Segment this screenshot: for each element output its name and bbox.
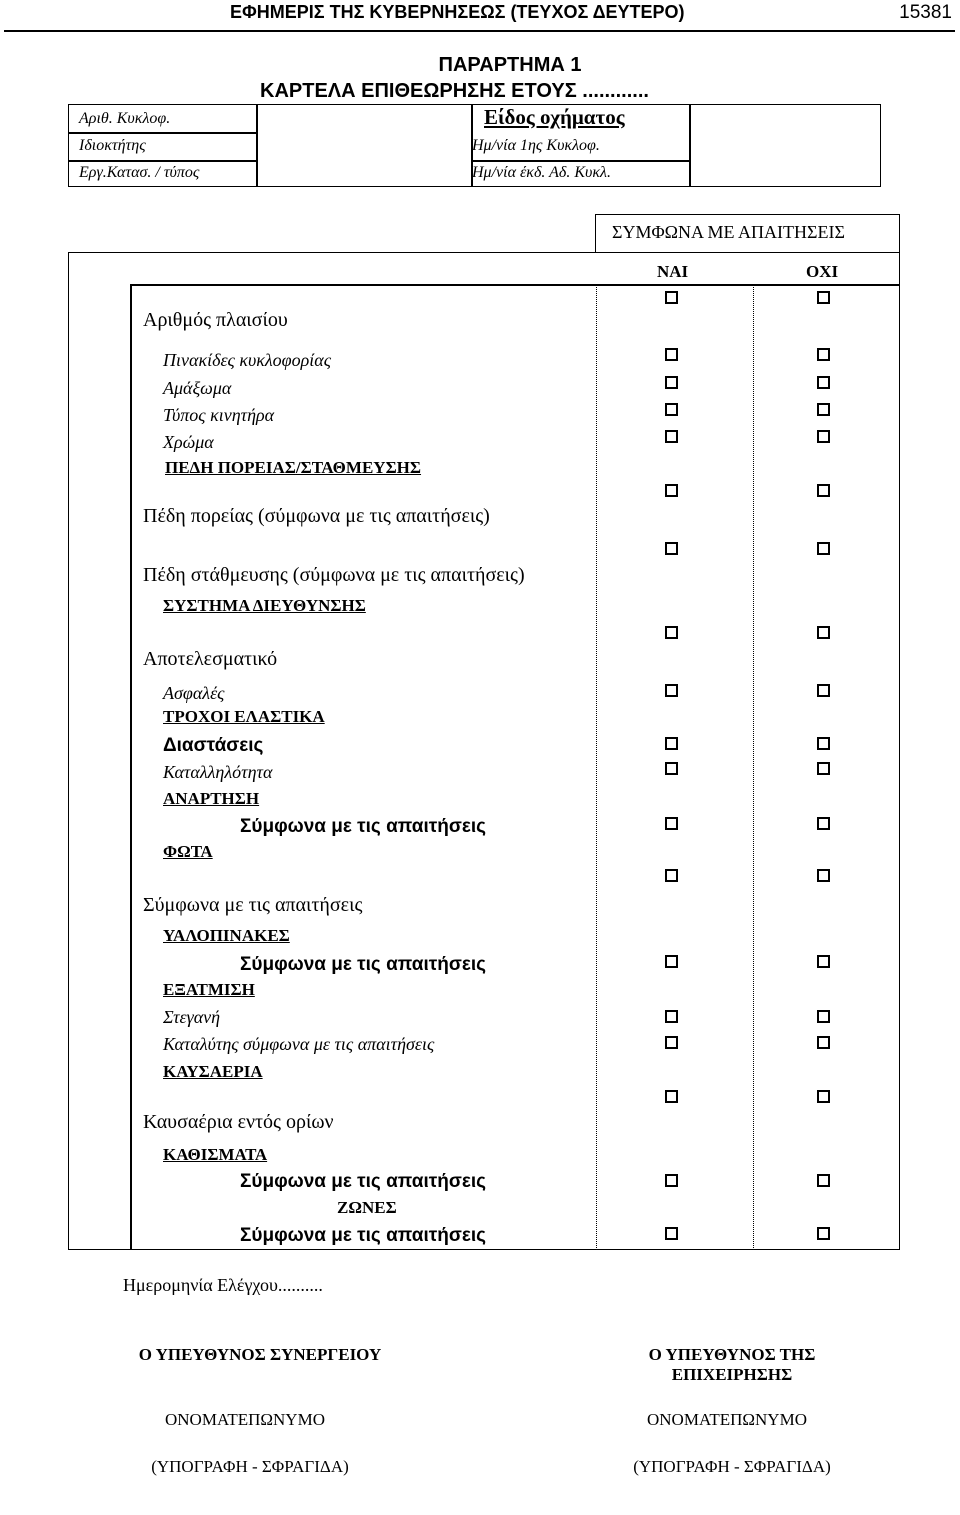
- checklist-item-label: Ασφαλές: [163, 683, 225, 703]
- checklist-item-label: ΑΝΑΡΤΗΣΗ: [163, 789, 260, 808]
- header-rule: [4, 30, 955, 32]
- checklist-item-label: ΚΑΘΙΣΜΑΤΑ: [163, 1145, 268, 1164]
- no-checkbox[interactable]: [817, 955, 830, 968]
- checklist-item-label: ΥΑΛΟΠΙΝΑΚΕΣ: [163, 926, 290, 945]
- checklist-item-label: ΣΥΣΤΗΜΑ ΔΙΕΥΘΥΝΣΗΣ: [163, 596, 366, 615]
- yes-checkbox[interactable]: [665, 1090, 678, 1103]
- no-checkbox[interactable]: [817, 817, 830, 830]
- yes-checkbox[interactable]: [665, 376, 678, 389]
- yes-checkbox[interactable]: [665, 542, 678, 555]
- conformity-title: ΣΥΜΦΩΝΑ ΜΕ ΑΠΑΙΤΗΣΕΙΣ: [612, 222, 845, 242]
- no-checkbox[interactable]: [817, 484, 830, 497]
- checklist-item-label: Πέδη στάθμευσης (σύμφωνα με τις απαιτήσεις): [143, 564, 525, 586]
- checklist-item-label: Αμάξωμα: [163, 378, 232, 398]
- no-checkbox[interactable]: [817, 762, 830, 775]
- checklist-item-label: Τύπος κινητήρα: [163, 405, 275, 425]
- yes-checkbox[interactable]: [665, 403, 678, 416]
- checklist-item-label: Στεγανή: [163, 1007, 221, 1027]
- checklist-item-label: ΦΩΤΑ: [163, 842, 213, 861]
- no-checkbox[interactable]: [817, 291, 830, 304]
- vehicle-info-table: [68, 104, 881, 187]
- workshop-manager-name-label: ΟΝΟΜΑΤΕΠΩΝΥΜΟ: [165, 1410, 325, 1429]
- checklist-item-label: Χρώμα: [163, 432, 214, 452]
- checklist-item-label: ΕΞΑΤΜΙΣΗ: [163, 980, 255, 999]
- no-checkbox[interactable]: [817, 684, 830, 697]
- no-checkbox[interactable]: [817, 430, 830, 443]
- no-checkbox[interactable]: [817, 1010, 830, 1023]
- yes-checkbox[interactable]: [665, 626, 678, 639]
- yes-checkbox[interactable]: [665, 762, 678, 775]
- no-column-divider: [753, 284, 754, 1250]
- checklist-item-label: Πέδη πορείας (σύμφωνα με τις απαιτήσεις): [143, 505, 490, 527]
- no-checkbox[interactable]: [817, 1174, 830, 1187]
- checklist-item-label: ΚΑΥΣΑΕΡΙΑ: [163, 1062, 263, 1081]
- yes-checkbox[interactable]: [665, 1227, 678, 1240]
- yes-checkbox[interactable]: [665, 1174, 678, 1187]
- no-checkbox[interactable]: [817, 1227, 830, 1240]
- checklist-item-label: Σύμφωνα με τις απαιτήσεις: [143, 894, 363, 916]
- yes-checkbox[interactable]: [665, 1036, 678, 1049]
- checklist-item-label: ΠΕΔΗ ΠΟΡΕΙΑΣ/ΣΤΑΘΜΕΥΣΗΣ: [165, 458, 422, 477]
- gazette-header-title: ΕΦΗΜΕΡΙΣ ΤΗΣ ΚΥΒΕΡΝΗΣΕΩΣ (ΤΕΥΧΟΣ ΔΕΥΤΕΡΟ): [230, 2, 685, 22]
- no-checkbox[interactable]: [817, 626, 830, 639]
- checklist-item-label: Σύμφωνα με τις απαιτήσεις: [240, 816, 487, 837]
- checklist-item-label: Σύμφωνα με τις απαιτήσεις: [240, 1225, 487, 1246]
- yes-checkbox[interactable]: [665, 1010, 678, 1023]
- no-checkbox[interactable]: [817, 403, 830, 416]
- inspection-date-label: Ημερομηνία Ελέγχου..........: [123, 1275, 323, 1295]
- no-column-header: ΟΧΙ: [806, 262, 839, 281]
- checklist-header-rule: [130, 284, 900, 286]
- no-checkbox[interactable]: [817, 869, 830, 882]
- annex-title: ΠΑΡΑΡΤΗΜΑ 1: [438, 54, 582, 76]
- no-checkbox[interactable]: [817, 376, 830, 389]
- checklist-item-label: Σύμφωνα με τις απαιτήσεις: [240, 954, 487, 975]
- owner-label: Ιδιοκτήτης: [79, 137, 146, 154]
- licence-date-label: Ημ/νία έκδ. Αδ. Κυκλ.: [472, 164, 611, 181]
- checklist-item-label: Σύμφωνα με τις απαιτήσεις: [240, 1171, 487, 1192]
- checklist-item-label: ΖΩΝΕΣ: [337, 1198, 397, 1217]
- yes-checkbox[interactable]: [665, 291, 678, 304]
- workshop-manager-title: Ο ΥΠΕΥΘΥΝΟΣ ΣΥΝΕΡΓΕΙΟΥ: [138, 1345, 382, 1364]
- checklist-item-label: Καταλύτης σύμφωνα με τις απαιτήσεις: [163, 1034, 435, 1054]
- inspection-card-title: ΚΑΡΤΕΛΑ ΕΠΙΘΕΩΡΗΣΗΣ ΕΤΟΥΣ ............: [260, 80, 649, 102]
- yes-column-divider: [596, 284, 597, 1250]
- checklist-inner-border: [130, 284, 132, 1250]
- checklist-item-label: Καταλληλότητα: [163, 762, 273, 782]
- no-checkbox[interactable]: [817, 1090, 830, 1103]
- no-checkbox[interactable]: [817, 542, 830, 555]
- yes-column-header: ΝΑΙ: [657, 262, 689, 281]
- yes-checkbox[interactable]: [665, 955, 678, 968]
- yes-checkbox[interactable]: [665, 817, 678, 830]
- first-reg-date-label: Ημ/νία 1ης Κυκλοφ.: [472, 137, 600, 154]
- checklist-item-label: Καυσαέρια εντός ορίων: [143, 1111, 334, 1133]
- checklist-item-label: Διαστάσεις: [163, 735, 264, 756]
- no-checkbox[interactable]: [817, 1036, 830, 1049]
- no-checkbox[interactable]: [817, 348, 830, 361]
- business-manager-title: Ο ΥΠΕΥΘΥΝΟΣ ΤΗΣ ΕΠΙΧΕΙΡΗΣΗΣ: [648, 1345, 816, 1384]
- yes-checkbox[interactable]: [665, 484, 678, 497]
- vehicle-type-label: Είδος οχήματος: [484, 105, 625, 129]
- yes-checkbox[interactable]: [665, 684, 678, 697]
- business-manager-name-label: ΟΝΟΜΑΤΕΠΩΝΥΜΟ: [647, 1410, 807, 1429]
- business-signature-stamp-label: (ΥΠΟΓΡΑΦΗ - ΣΦΡΑΓΙΔΑ): [633, 1457, 831, 1476]
- checklist-item-label: Αποτελεσματικό: [143, 648, 278, 670]
- no-checkbox[interactable]: [817, 737, 830, 750]
- yes-checkbox[interactable]: [665, 430, 678, 443]
- yes-checkbox[interactable]: [665, 869, 678, 882]
- workshop-signature-stamp-label: (ΥΠΟΓΡΑΦΗ - ΣΦΡΑΓΙΔΑ): [151, 1457, 349, 1476]
- checklist-item-label: ΤΡΟΧΟΙ ΕΛΑΣΤΙΚΑ: [163, 707, 325, 726]
- checklist-item-label: Αριθμός πλαισίου: [143, 309, 288, 331]
- page-number: 15381: [899, 2, 952, 23]
- checklist-item-label: Πινακίδες κυκλοφορίας: [163, 350, 332, 370]
- reg-number-label: Αριθ. Κυκλοφ.: [79, 110, 171, 127]
- yes-checkbox[interactable]: [665, 348, 678, 361]
- yes-checkbox[interactable]: [665, 737, 678, 750]
- make-type-label: Εργ.Κατασ. / τύπος: [79, 164, 200, 181]
